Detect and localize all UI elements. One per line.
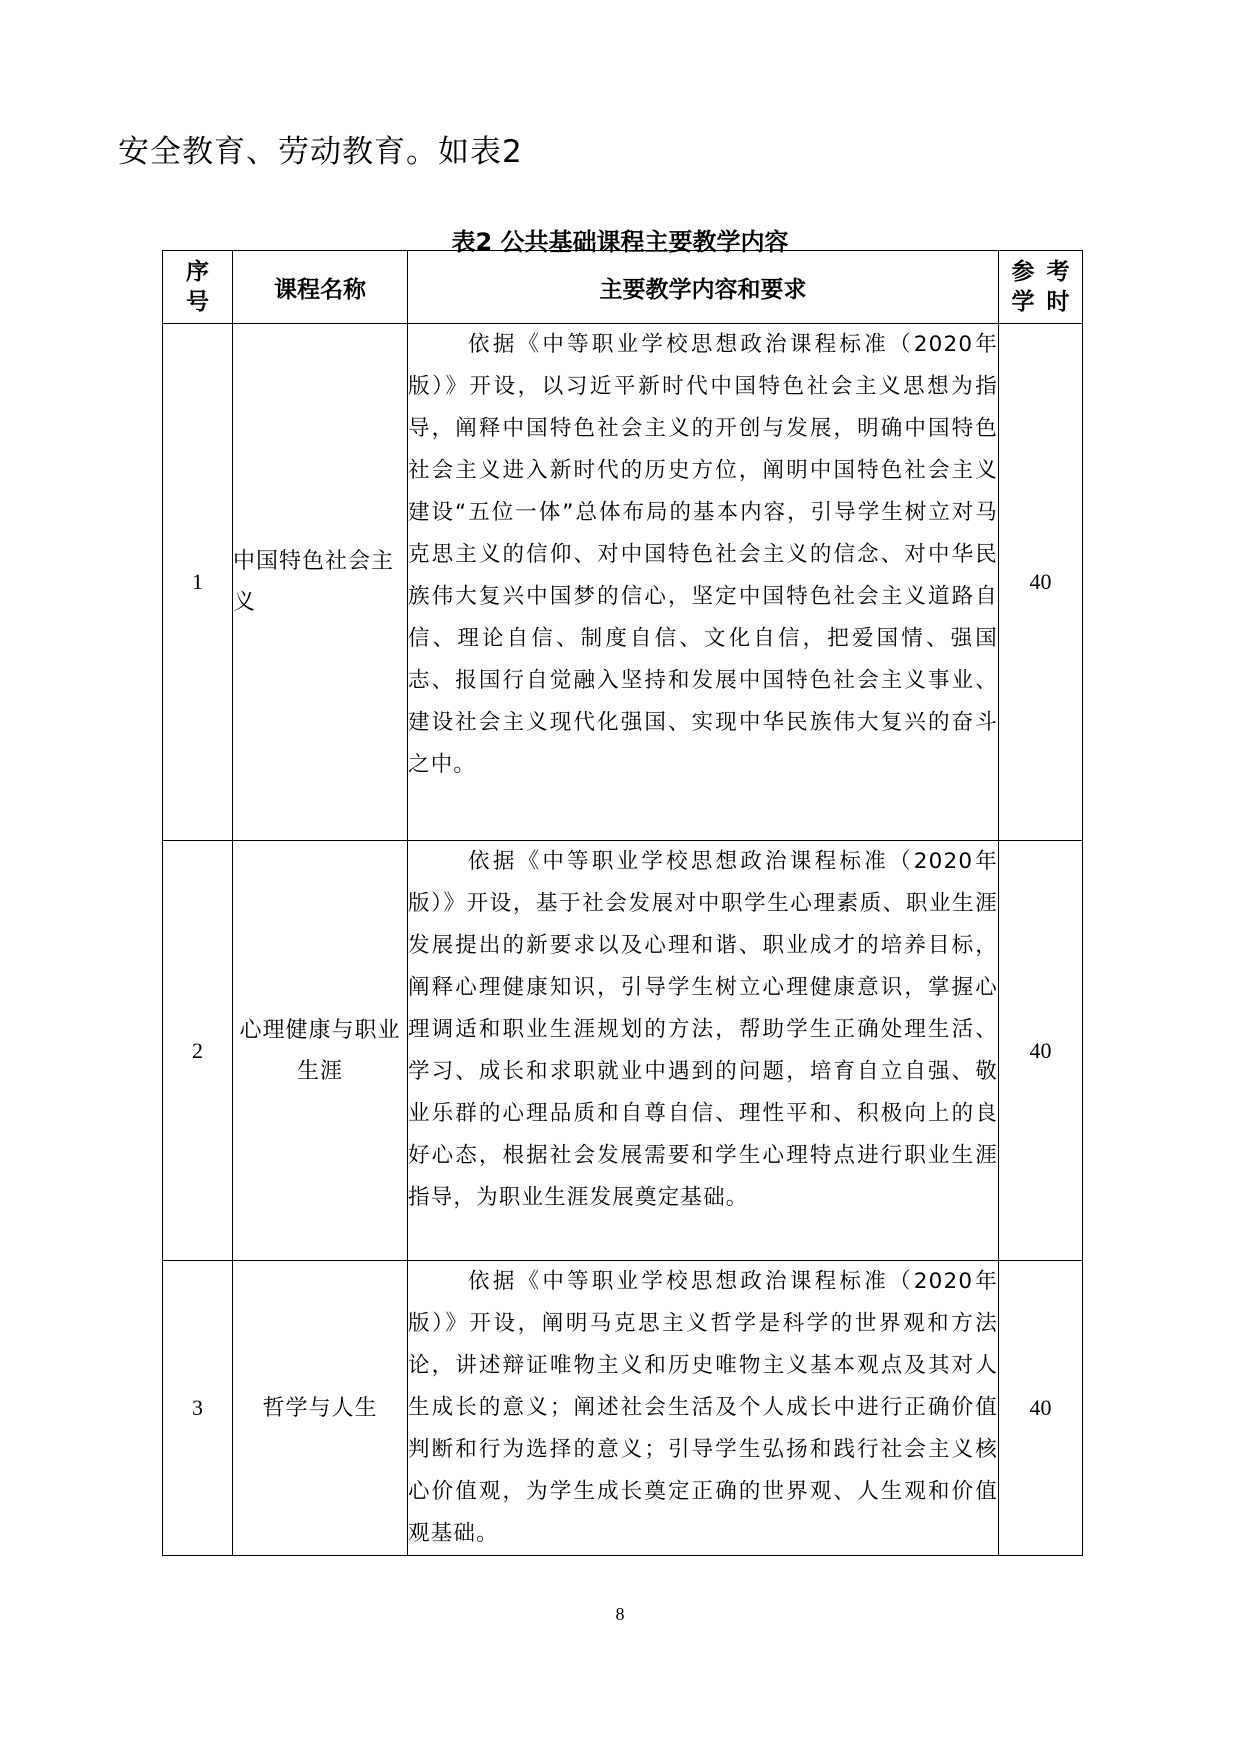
table-row: [163, 841, 1083, 1261]
row-course-name: 中国特色社会主义: [233, 324, 408, 841]
header-index-line1: 序: [186, 259, 209, 285]
table-row: [163, 1261, 1083, 1556]
row-hours: 40: [999, 324, 1083, 841]
table-row: [163, 324, 1083, 841]
header-hours-line1: 参考: [1011, 259, 1082, 285]
header-hours: [999, 251, 1083, 324]
table-header-row: [163, 251, 1083, 324]
table-caption: 表2 公共基础课程主要教学内容: [451, 228, 789, 256]
header-index: [163, 251, 233, 324]
row-index: 1: [163, 324, 233, 841]
page-number: 8: [615, 1604, 625, 1624]
row-content: 依据《中等职业学校思想政治课程标准（2020年版）》开设，基于社会发展对中职学生心理素质、职业生涯发展提出的新要求以及心理和谐、职业成才的培养目标，阐释心理健康知识，引导学生树立心理健康意识，掌握心理调适和职业生涯规划的方法，帮助学生正确处理生活、学习、成长和求职就业中遇到的问题，培育自立自强、敬业乐群的心理品质和自尊自信、理性平和、积极向上的良好心态，根据社会发展需要和学生心理特点进行职业生涯指导，为职业生涯发展奠定基础。: [408, 849, 998, 1210]
row-course-name: 哲学与人生: [233, 1261, 408, 1556]
row-course-name: 心理健康与职业生涯: [233, 841, 408, 1261]
row-content-cell: [408, 841, 999, 1261]
row-index: 2: [163, 841, 233, 1261]
row-content: 依据《中等职业学校思想政治课程标准（2020年版）》开设，阐明马克思主义哲学是科学的世界观和方法论，讲述辩证唯物主义和历史唯物主义基本观点及其对人生成长的意义；阐述社会生活及个人成长中进行正确价值判断和行为选择的意义；引导学生弘扬和践行社会主义核心价值观，为学生成长奠定正确的世界观、人生观和价值观基础。: [408, 1269, 998, 1546]
header-course-name: 课程名称: [233, 251, 408, 324]
row-content: 依据《中等职业学校思想政治课程标准（2020年版）》开设，以习近平新时代中国特色社会主义思想为指导，阐释中国特色社会主义的开创与发展，明确中国特色社会主义进入新时代的历史方位，阐明中国特色社会主义建设“五位一体”总体布局的基本内容，引导学生树立对马克思主义的信仰、对中国特色社会主义的信念、对中华民族伟大复兴中国梦的信心，坚定中国特色社会主义道路自信、理论自信、制度自信、文化自信，把爱国情、强国志、报国行自觉融入坚持和发展中国特色社会主义事业、建设社会主义现代化强国、实现中华民族伟大复兴的奋斗之中。: [408, 332, 998, 777]
row-content-cell: [408, 1261, 999, 1556]
header-hours-line2: 学时: [1011, 289, 1082, 315]
row-index: 3: [163, 1261, 233, 1556]
row-content-cell: [408, 324, 999, 841]
header-index-line2: 号: [186, 289, 209, 315]
row-hours: 40: [999, 841, 1083, 1261]
course-table: [162, 250, 1083, 1556]
header-content: 主要教学内容和要求: [408, 251, 999, 324]
intro-paragraph: 安全教育、劳动教育。如表2: [118, 134, 523, 170]
row-hours: 40: [999, 1261, 1083, 1556]
